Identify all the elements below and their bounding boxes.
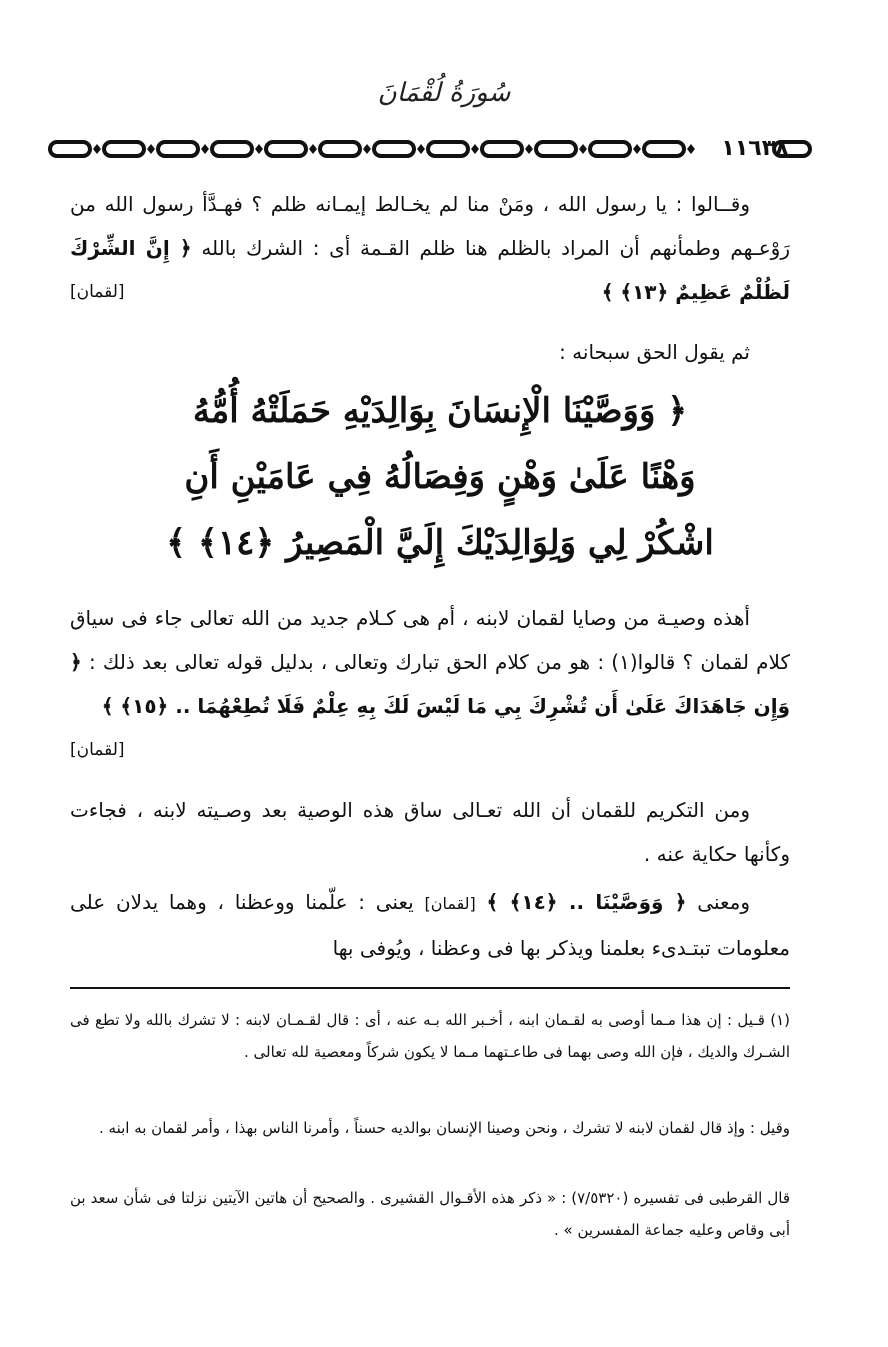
paragraph-1: [70, 182, 790, 314]
footnote-separator: [70, 987, 790, 989]
quran-line-2: وَهْنًا عَلَىٰ وَهْنٍ وَفِصَالُهُ فِي عَامَيْنِ أَنِ: [184, 457, 696, 497]
paragraph-3: [70, 596, 790, 772]
footnote-2: وقيل : وإذ قال لقمان لابنه لا تشرك ، ونحن وصينا الإنسان بوالديه حسناً ، وأمرنا الناس بهذا ، وأمر لقمان به ابنه .: [98, 1119, 790, 1137]
paragraph-2: [70, 330, 790, 374]
paragraph-4-text: ومن التكريم للقمان أن الله تعـالى ساق هذه الوصية بعد وصـيته لابنه ، فجاءت وكأنها حكاية عنه .: [70, 798, 790, 866]
quran-line-1: ﴿ وَوَصَّيْنَا الْإِنسَانَ بِوَالِدَيْهِ حَمَلَتْهُ أُمُّهُ: [192, 391, 688, 431]
paragraph-5-rest: يعنى : علّمنا ووعظنا ، وهما يدلان على معلومات تبتـدىء بعلمنا ويذكر بها فى وعظنا ، ويُوفى بها: [70, 890, 790, 960]
paragraph-1-text: وقــالوا : يا رسول الله ، ومَنْ منا لم يخـالط إيمـانه ظلم ؟ فهـدَّأ رسول الله من رَوْعـهم وطمأنهم أن المراد بالظلم هنا ظلم القـمة أى : الشرك بالله: [70, 192, 790, 260]
footnote-1: (١) قـيل : إن هذا مـما أوصى به لقـمان ابنه ، أخـبر الله بـه عنه ، أى : قال لقـمـان لابنه : لا تشرك بالله ولا تطع فى الشـرك والديك ، فإن الله وصى بهما فى طاعـتهما مـما لا يكون شركاً ومعصية لله تعالى .: [70, 1011, 790, 1061]
paragraph-2-intro: ثم يقول الحق سبحانه :: [559, 340, 750, 364]
surah-reference: [لقمان]: [70, 282, 125, 302]
quran-verse-15: ﴿ وَإِن جَاهَدَاكَ عَلَىٰ أَن تُشْرِكَ بِي مَا لَيْسَ لَكَ بِهِ عِلْمٌ فَلَا تُطِعْهُمَا .. ﴿١٥﴾ ﴾: [70, 650, 790, 718]
paragraph-5: [70, 880, 790, 970]
quran-line-3: اشْكُرْ لِي وَلِوَالِدَيْكَ إِلَيَّ الْمَصِيرُ ﴿١٤﴾ ﴾: [166, 523, 714, 563]
paragraph-3-text: أهذه وصيـة من وصايا لقمان لابنه ، أم هى كـلام جديد من الله تعالى جاء فى سياق كلام لقمان ؟ قالوا(١) : هو من كلام الحق تبارك وتعالى ، بدليل قوله تعالى بعد ذلك :: [70, 606, 790, 674]
surah-reference-inline: [لقمان]: [424, 894, 476, 913]
paragraph-4: [70, 788, 790, 876]
footnote-3: قال القرطبى فى تفسيره (٧/٥٣٢٠) : « ذكر هذه الأقـوال القشيرى . والصحيح أن هاتين الآيتين نزلتا فى شأن سعد بن أبى وقاص وعليه جماعة المفسرين » .: [70, 1189, 790, 1239]
quran-verse-block: [160, 378, 720, 576]
decorative-chain-border: [48, 138, 752, 160]
surah-reference: [لقمان]: [70, 740, 125, 760]
quran-verse-13: ﴿ إِنَّ الشِّرْكَ لَظُلْمٌ عَظِيمٌ ﴿١٣﴾ ﴾: [70, 236, 790, 304]
paragraph-5-start: ومعنى: [697, 890, 751, 914]
page-number: ١١٦٣٨: [721, 136, 789, 161]
quran-verse-14-ref: ﴿ وَوَصَّيْنَا .. ﴿١٤﴾ ﴾: [486, 890, 687, 914]
surah-title: سُورَةُ لُقْمَانَ: [377, 78, 511, 108]
